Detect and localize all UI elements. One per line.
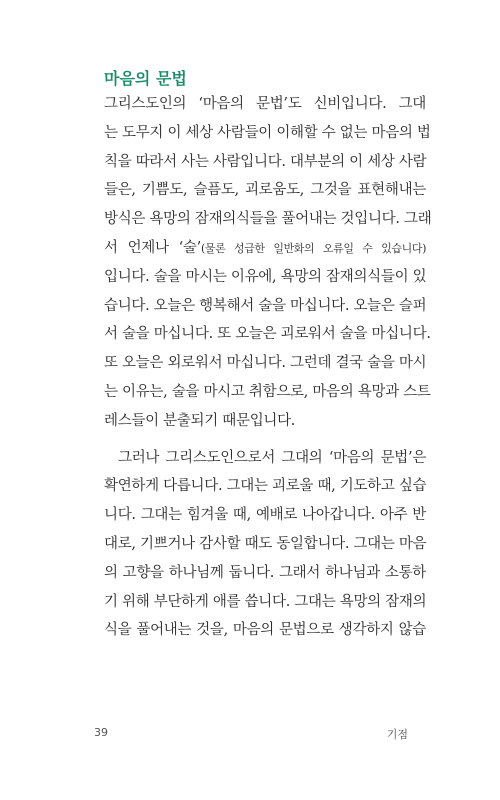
text-line — [104, 234, 426, 263]
text-line: 기 위해 부단하게 애를 씁니다. 그대는 욕망의 잠재의 — [104, 593, 427, 610]
text-line: 입니다. 술을 마시는 이유에, 욕망의 잠재의식들이 있 — [104, 268, 427, 285]
section-heading: 마음의 문법 — [104, 69, 187, 88]
text-line: 그리스도인의 ‘마음의 문법’도 신비입니다. 그대 — [104, 96, 426, 112]
running-head: 기점 — [386, 728, 408, 741]
text-line: 칙을 따라서 사는 사람입니다. 대부분의 이 세상 사람 — [104, 153, 427, 170]
parenthetical-note: (물론 성급한 일반화의 오류일 수 있습니다) — [200, 241, 426, 255]
text-line-main: 서 언제나 ‘술’ — [104, 239, 201, 256]
text-line: 또 오늘은 외로워서 마십니다. 그런데 결국 술을 마시 — [104, 355, 427, 372]
text-line: 습니다. 오늘은 행복해서 술을 마십니다. 오늘은 슬퍼 — [104, 297, 427, 314]
text-line: 는 이유는, 술을 마시고 취함으로, 마음의 욕망과 스트 — [104, 383, 431, 400]
text-line: 그러나 그리스도인으로서 그대의 ‘마음의 문법’은 — [118, 449, 426, 466]
page-number: 39 — [94, 726, 108, 739]
text-line: 레스들이 분출되기 때문입니다. — [104, 412, 296, 429]
text-line: 는 도무지 이 세상 사람들이 이해할 수 없는 마음의 법 — [104, 124, 431, 141]
text-line: 의 고향을 하나님께 둡니다. 그래서 하나님과 소통하 — [104, 564, 426, 581]
text-line: 확연하게 다릅니다. 그대는 괴로울 때, 기도하고 싶습 — [104, 478, 427, 495]
text-line: 식을 풀어내는 것을, 마음의 문법으로 생각하지 않습 — [104, 622, 426, 639]
text-line: 서 술을 마십니다. 또 오늘은 괴로워서 술을 마십니다. — [104, 326, 431, 343]
body-text — [104, 90, 432, 645]
text-line: 대로, 기쁘거나 감사할 때도 동일합니다. 그대는 마음 — [104, 535, 427, 552]
text-line: 들은, 기쁨도, 슬픔도, 괴로움도, 그것을 표현해내는 — [104, 182, 426, 199]
text-line: 니다. 그대는 힘겨울 때, 예배로 나아갑니다. 아주 반 — [104, 507, 426, 524]
text-line: 방식은 욕망의 잠재의식들을 풀어내는 것입니다. 그래 — [104, 211, 432, 228]
